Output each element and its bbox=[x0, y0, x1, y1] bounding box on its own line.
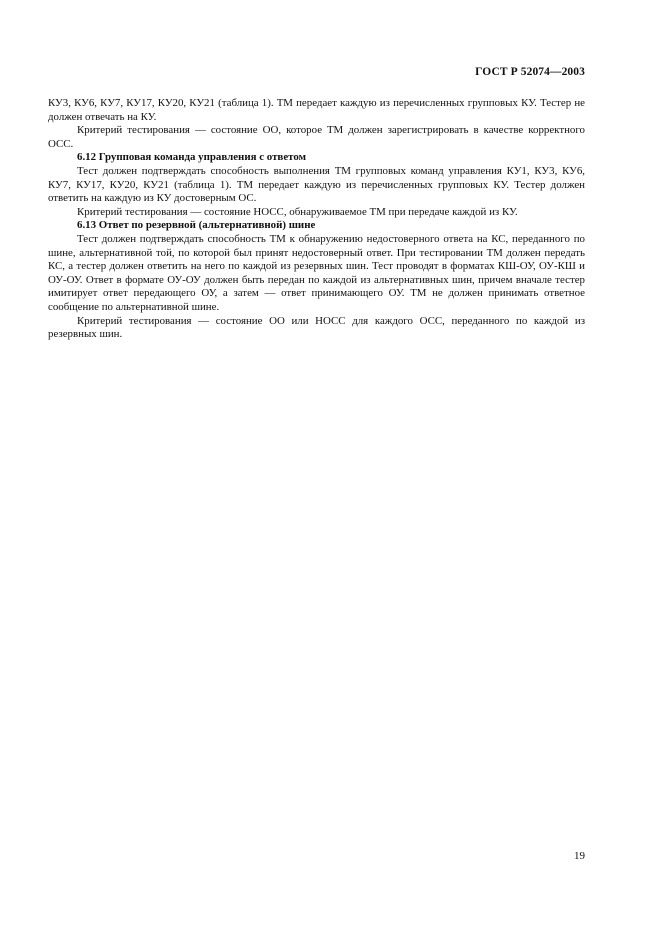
document-header: ГОСТ Р 52074—2003 bbox=[475, 66, 585, 78]
page-number: 19 bbox=[574, 850, 585, 862]
document-body bbox=[48, 97, 585, 342]
section-heading-6-12: 6.12 Групповая команда управления с ответом bbox=[77, 151, 307, 164]
paragraph-continuation: КУ3, КУ6, КУ7, КУ17, КУ20, КУ21 (таблица 1). ТМ передает каждую из перечисленных групповых КУ. Тестер не должен отвечать на КУ. bbox=[48, 97, 585, 123]
paragraph-6-13-description: Тест должен подтверждать способность ТМ к обнаружению недостоверного ответа на КС, переданного по шине, альтернативной той, по которой был принят недостоверный ответ. При тестировании ТМ должен передать КС, а тестер должен ответить на него по каждой из резервных шин. Тест проводят в форматах КШ-ОУ, ОУ-КШ и ОУ-ОУ. Ответ в формате ОУ-ОУ должен быть передан по каждой из альтернативных шин, причем вначале тестер имитирует ответ передающего ОУ, а затем — ответ принимающего ОУ. ТМ не должен принимать ответное сообщение по альтернативной шине. bbox=[48, 232, 585, 313]
paragraph-6-12-description: Тест должен подтверждать способность выполнения ТМ групповых команд управления КУ1, КУ3, КУ6, КУ7, КУ17, КУ20, КУ21 (таблица 1). ТМ передает каждую из перечисленных групповых КУ. Тестер должен ответить на каждую из КУ достоверным ОС. bbox=[48, 164, 585, 205]
paragraph-test-criterion-6-12: Критерий тестирования — состояние НОСС, обнаруживаемое ТМ при передаче каждой из КУ. bbox=[77, 205, 518, 218]
paragraph-test-criterion-6-11: Критерий тестирования — состояние ОО, которое ТМ должен зарегистрировать в качестве корректного ОСС. bbox=[48, 124, 585, 150]
section-heading-6-13: 6.13 Ответ по резервной (альтернативной) шине bbox=[77, 219, 316, 232]
paragraph-test-criterion-6-13: Критерий тестирования — состояние ОО или НОСС для каждого ОСС, переданного по каждой из резервных шин. bbox=[48, 314, 585, 341]
